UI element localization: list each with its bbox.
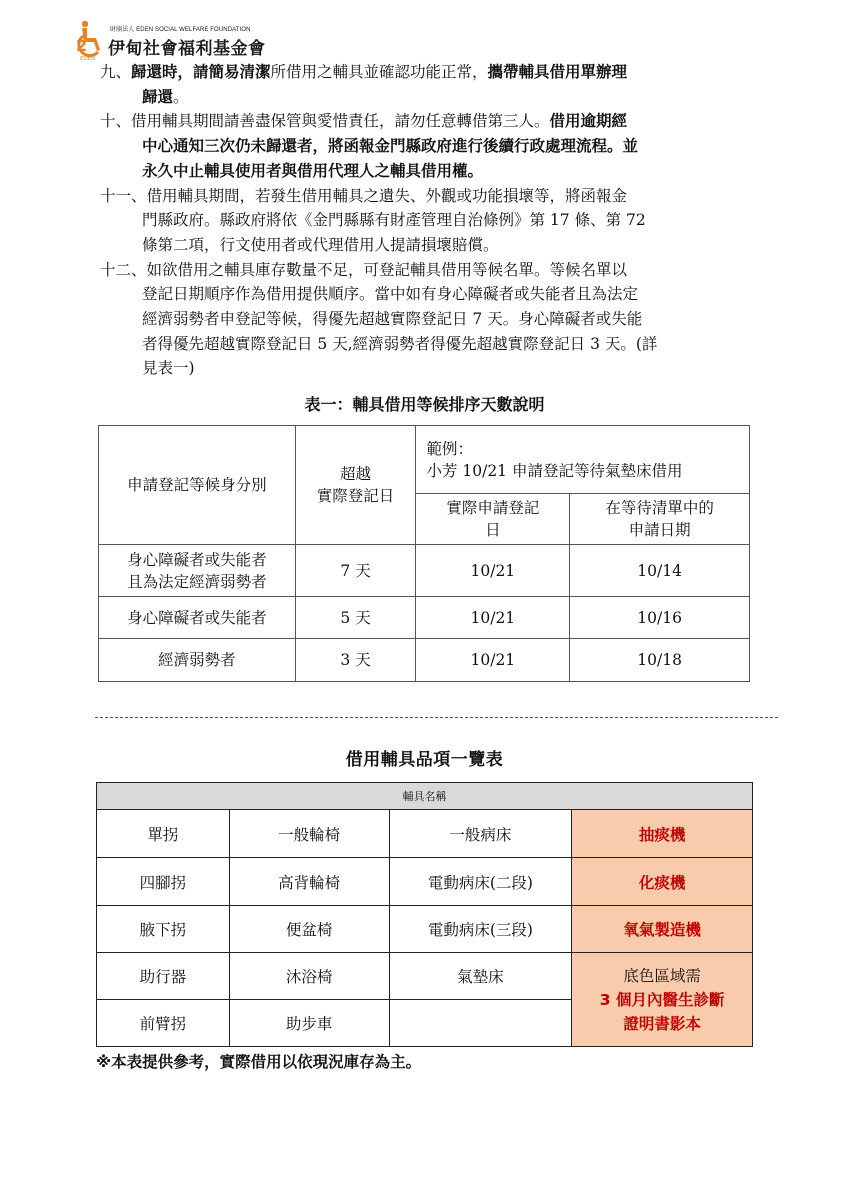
bold-text: 永久中止輔具使用者與借用代理人之輔具借用權。: [142, 160, 484, 180]
svg-text:EDEN: EDEN: [80, 56, 96, 62]
equipment-cell: [389, 1000, 572, 1047]
table-row: [99, 597, 750, 639]
equipment-cell: 電動病床(三段): [389, 906, 572, 953]
text-run: 登記日期順序作為借用提供順序。當中如有身心障礙者或失能者且為法定: [142, 285, 639, 304]
actual-date-cell: 10/21: [416, 597, 570, 639]
equipment-cell-highlighted: 抽痰機: [572, 810, 753, 858]
equipment-cell: 一般病床: [389, 810, 572, 858]
bold-text: 中心通知三次仍未歸還者，將函報金門縣政府進行後續行政處理流程。並: [142, 136, 639, 156]
equipment-cell-highlighted: 氧氣製造機: [572, 906, 753, 953]
table-row: [97, 858, 753, 906]
equipment-cell: 助行器: [97, 953, 230, 1000]
equipment-cell: 助步車: [229, 1000, 389, 1047]
equipment-cell: 單拐: [97, 810, 230, 858]
equipment-cell-highlighted: 化痰機: [572, 858, 753, 906]
equipment-cell: 腋下拐: [97, 906, 230, 953]
equipment-cell: 沐浴椅: [229, 953, 389, 1000]
text-run: 經濟弱勢者申登記等候，得優先超越實際登記日 7 天。身心障礙者或失能: [142, 310, 643, 329]
identity-cell: 身心障礙者或失能者 且為法定經濟弱勢者: [99, 545, 296, 597]
equipment-cell: 電動病床(二段): [389, 858, 572, 906]
bold-text: 攜帶輔具借用單辦理: [487, 62, 628, 81]
text-run: 門縣政府。縣政府將依《金門縣縣有財產管理自治條例》第 17 條、第 72: [142, 211, 646, 230]
table2-title: 借用輔具品項一覽表: [345, 750, 504, 770]
table-row: [97, 953, 753, 1000]
text-run: 條第二項，行文使用者或代理借用人提請損壞賠償。: [142, 235, 499, 254]
dashed-divider: [95, 717, 778, 718]
actual-date-cell: 10/21: [416, 639, 570, 682]
clause-text: [142, 184, 790, 258]
text-run: 見表一): [142, 359, 195, 378]
table-row: [99, 639, 750, 682]
text-run: 。: [173, 87, 189, 106]
table-row: [97, 906, 753, 953]
equipment-cell: 一般輪椅: [229, 810, 389, 858]
text-run: 者得優先超越實際登記日 5 天,經濟弱勢者得優先超越實際登記日 3 天。(詳: [142, 334, 658, 353]
text-run: 借用輔具期間請善盡保管與愛惜責任，請勿任意轉借第三人。: [131, 112, 550, 131]
equipment-cell: 四腳拐: [97, 858, 230, 906]
prescription-note: 底色區域需 3 個月內醫生診斷 證明書影本: [572, 953, 753, 1047]
bold-text: 歸還: [142, 86, 174, 106]
days-cell: 5 天: [295, 597, 416, 639]
list-date-cell: 10/16: [570, 597, 750, 639]
equipment-cell: 高背輪椅: [229, 858, 389, 906]
skip-days-header: 超越 實際登記日: [295, 426, 416, 545]
list-date-cell: 10/14: [570, 545, 750, 597]
bold-text: 借用逾期經: [549, 111, 628, 131]
clause-number: 九、: [100, 63, 132, 81]
list-date-header: 在等待清單中的 申請日期: [570, 494, 750, 545]
actual-date-header: 實際申請登記 日: [416, 494, 570, 545]
identity-cell: 身心障礙者或失能者: [99, 597, 296, 639]
clause-number: 十一、: [100, 186, 147, 205]
footnote: ※本表提供參考，實際借用以依現況庫存為主。: [96, 1053, 422, 1071]
clause-item: [100, 109, 790, 183]
table1-title: 表一：輔具借用等候排序天數說明: [304, 395, 545, 414]
clause-item: [100, 184, 790, 258]
clause-item: [100, 258, 790, 382]
equipment-list-table: [96, 782, 753, 1047]
actual-date-cell: 10/21: [416, 545, 570, 597]
foundation-logo: [72, 20, 266, 64]
list-date-cell: 10/18: [570, 639, 750, 682]
clause-item: [100, 60, 790, 109]
bold-text: 歸還時，請簡易清潔: [131, 62, 271, 81]
example-header: 範例： 小芳 10/21 申請登記等待氣墊床借用: [416, 426, 750, 494]
waitlist-priority-table: [98, 425, 750, 682]
text-run: 所借用之輔具並確認功能正常，: [270, 63, 488, 81]
clause-text: [131, 109, 790, 183]
identity-header: 申請登記等候身分別: [99, 426, 296, 545]
svg-text:2: 2: [76, 36, 88, 55]
logo-name: 伊甸社會福利基金會: [108, 39, 266, 59]
equipment-cell: 氣墊床: [389, 953, 572, 1000]
eden-logo-icon: [72, 20, 112, 62]
text-run: 借用輔具期間，若發生借用輔具之遺失、外觀或功能損壞等，將函報金: [146, 186, 628, 205]
clause-number: 十、: [100, 112, 132, 131]
equipment-name-header: 輔具名稱: [97, 783, 753, 810]
logo-english-text: 財團法人 EDEN SOCIAL WELFARE FOUNDATION: [110, 27, 251, 33]
table-row: [99, 545, 750, 597]
identity-cell: 經濟弱勢者: [99, 639, 296, 682]
equipment-cell: 便盆椅: [229, 906, 389, 953]
clause-text: [131, 60, 790, 109]
clause-text: [142, 258, 790, 382]
days-cell: 7 天: [295, 545, 416, 597]
regulation-clauses: [100, 60, 790, 381]
table-row: [97, 810, 753, 858]
text-run: 如欲借用之輔具庫存數量不足，可登記輔具借用等候名單。等候名單以: [146, 260, 628, 279]
equipment-cell: 前臂拐: [97, 1000, 230, 1047]
clause-number: 十二、: [100, 260, 147, 279]
days-cell: 3 天: [295, 639, 416, 682]
